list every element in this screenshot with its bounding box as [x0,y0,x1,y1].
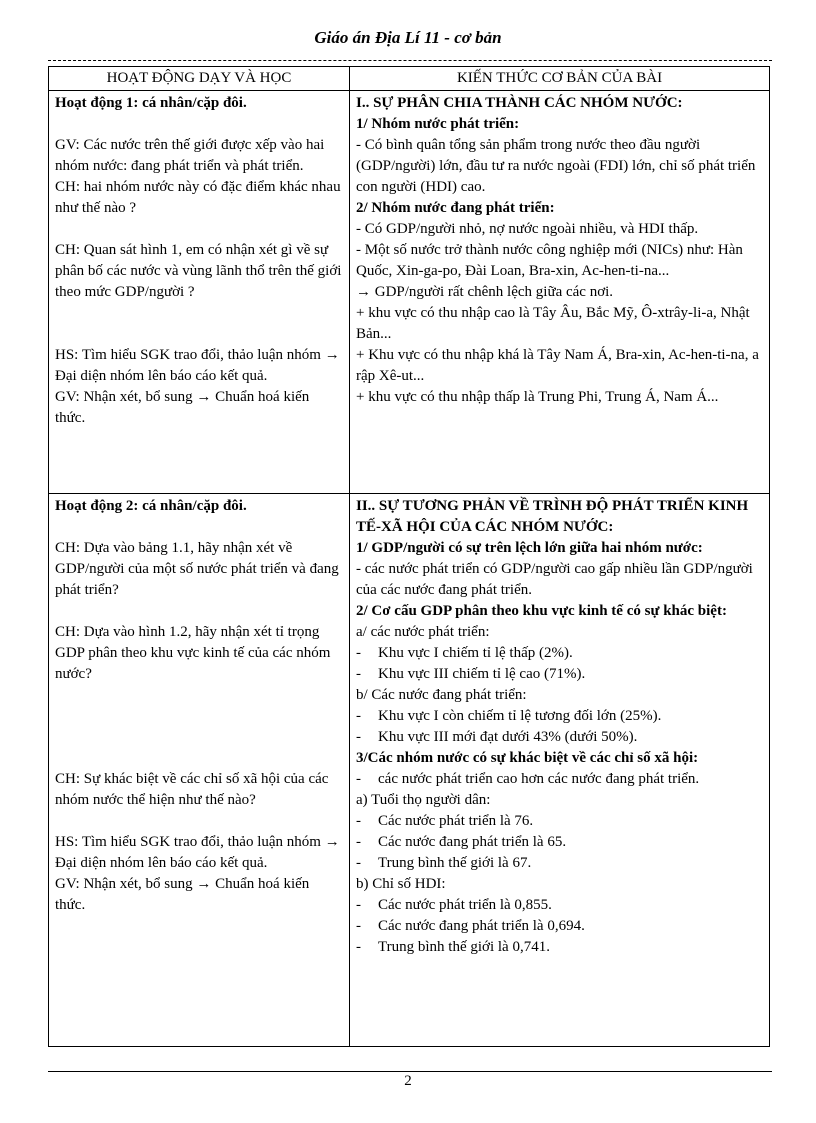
section-1-text-6: + Khu vực có thu nhập khá là Tây Nam Á, Bra-xin, Ac-hen-ti-na, a rập Xê-ut... [356,347,759,384]
developed-sector-1: Khu vực I chiếm tỉ lệ thấp (2%). [378,645,573,661]
lesson-table [48,66,770,1047]
section-2-title: II.. SỰ TƯƠNG PHẢN VỀ TRÌNH ĐỘ PHÁT TRIỂN KINH TẾ-XÃ HỘI CỦA CÁC NHÓM NƯỚC: [356,498,749,535]
life-expectancy-developing: Các nước đang phát triển là 65. [378,834,567,850]
life-expectancy-world: Trung bình thế giới là 67. [378,855,532,871]
list-item: - Khu vực I còn chiếm tỉ lệ tương đối lớn (25%). [356,706,763,727]
knowledge-1-cell [350,91,770,494]
section-1-text-3: - Một số nước trở thành nước công nghiệp mới (NICs) như: Hàn Quốc, Xin-ga-po, Đài Loan, Bra-xin, Ac-hen-ti-na... [356,242,743,279]
activity-1-student-task: HS: Tìm hiểu SGK trao đổi, thảo luận nhóm → Đại diện nhóm lên báo cáo kết quả. [55,347,340,384]
page-number: 2 [404,1073,412,1089]
list-item: - Khu vực I chiếm tỉ lệ thấp (2%). [356,643,763,664]
section-1-heading-2: 2/ Nhóm nước đang phát triển: [356,200,555,216]
activity-1-teacher-intro: GV: Các nước trên thế giới được xếp vào hai nhóm nước: đang phát triển và phát triển. [55,137,325,174]
section-1-text-5: + khu vực có thu nhập cao là Tây Âu, Bắc Mỹ, Ô-xtrây-li-a, Nhật Bản... [356,305,750,342]
hdi-label: b) Chỉ số HDI: [356,876,446,892]
list-item: - Trung bình thế giới là 0,741. [356,937,763,958]
activity-2-title: Hoạt động 2: cá nhân/cặp đôi. [55,498,247,514]
developing-label: b/ Các nước đang phát triển: [356,687,527,703]
list-item: - Các nước phát triển là 0,855. [356,895,763,916]
knowledge-2-cell [350,494,770,1047]
col-header-activities: HOẠT ĐỘNG DẠY VÀ HỌC [49,67,350,91]
section-2-heading-2: 2/ Cơ cấu GDP phân theo khu vực kinh tế có sự khác biệt: [356,603,727,619]
list-item: - Các nước đang phát triển là 65. [356,832,763,853]
list-item: - Các nước đang phát triển là 0,694. [356,916,763,937]
activity-1-teacher-review: GV: Nhận xét, bổ sung → Chuẩn hoá kiến thức. [55,389,310,426]
list-item: - Khu vực III mới đạt dưới 43% (dưới 50%). [356,727,763,748]
activity-2-question-3: CH: Sự khác biệt về các chỉ số xã hội của các nhóm nước thể hiện như thế nào? [55,771,329,808]
list-item: - Trung bình thế giới là 67. [356,853,763,874]
activity-2-teacher-review: GV: Nhận xét, bổ sung → Chuẩn hoá kiến thức. [55,876,310,913]
section-2-text-1: - các nước phát triển có GDP/người cao gấp nhiều lần GDP/người của các nước đang phát triển. [356,561,753,598]
developed-sector-3: Khu vực III chiếm tỉ lệ cao (71%). [378,666,586,682]
section-1-heading-1: 1/ Nhóm nước phát triển: [356,116,520,132]
activity-2-student-task: HS: Tìm hiểu SGK trao đổi, thảo luận nhóm → Đại diện nhóm lên báo cáo kết quả. [55,834,340,871]
section-1-text-1: - Có bình quân tổng sản phẩm trong nước theo đầu người (GDP/người) lớn, đầu tư ra nước ngoài (FDI) lớn, chỉ số phát triển con người (HDI) cao. [356,137,756,195]
developed-label: a/ các nước phát triển: [356,624,490,640]
hdi-world: Trung bình thế giới là 0,741. [378,939,550,955]
life-expectancy-developed: Các nước phát triển là 76. [378,813,534,829]
col-header-knowledge: KIẾN THỨC CƠ BẢN CỦA BÀI [350,67,770,91]
activity-2-cell [49,494,350,1047]
header-divider [48,60,772,61]
section-1-text-4: → GDP/người rất chênh lệch giữa các nơi. [356,284,614,300]
activity-2-question-2: CH: Dựa vào hình 1.2, hãy nhận xét tỉ trọng GDP phân theo khu vực kinh tế của các nhóm nước? [55,624,331,682]
section-2-heading-3: 3/Các nhóm nước có sự khác biệt về các chỉ số xã hội: [356,750,699,766]
developing-sector-1: Khu vực I còn chiếm tỉ lệ tương đối lớn (25%). [378,708,662,724]
social-summary: các nước phát triển cao hơn các nước đang phát triển. [378,771,700,787]
list-item: - Các nước phát triển là 76. [356,811,763,832]
activity-1-title: Hoạt động 1: cá nhân/cặp đôi. [55,95,247,111]
footer-divider [48,1071,772,1072]
life-expectancy-label: a) Tuổi thọ người dân: [356,792,491,808]
activity-1-question-2: CH: Quan sát hình 1, em có nhận xét gì về sự phân bố các nước và vùng lãnh thổ trên thế giới theo mức GDP/người ? [55,242,342,300]
activity-1-question-1: CH: hai nhóm nước này có đặc điểm khác nhau như thế nào ? [55,179,341,216]
activity-2-question-1: CH: Dựa vào bảng 1.1, hãy nhận xét về GDP/người của một số nước phát triển và đang phát triển? [55,540,339,598]
section-1-text-2: - Có GDP/người nhỏ, nợ nước ngoài nhiều, và HDI thấp. [356,221,699,237]
hdi-developed: Các nước phát triển là 0,855. [378,897,552,913]
list-item: - các nước phát triển cao hơn các nước đang phát triển. [356,769,763,790]
page-header-title: Giáo án Địa Lí 11 - cơ bản [314,28,502,47]
section-2-heading-1: 1/ GDP/người có sự trên lệch lớn giữa hai nhóm nước: [356,540,703,556]
list-item: - Khu vực III chiếm tỉ lệ cao (71%). [356,664,763,685]
section-1-title: I.. SỰ PHÂN CHIA THÀNH CÁC NHÓM NƯỚC: [356,95,683,111]
developing-sector-3: Khu vực III mới đạt dưới 43% (dưới 50%). [378,729,638,745]
hdi-developing: Các nước đang phát triển là 0,694. [378,918,585,934]
section-1-text-7: + khu vực có thu nhập thấp là Trung Phi, Trung Á, Nam Á... [356,389,719,405]
activity-1-cell [49,91,350,494]
